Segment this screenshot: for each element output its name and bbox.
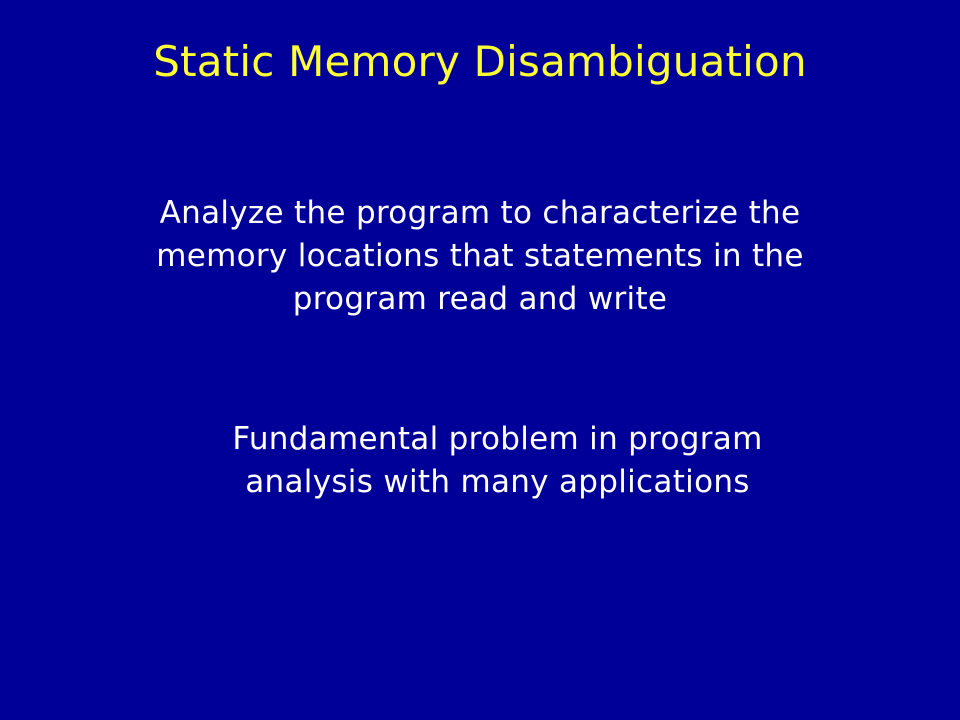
slide-paragraph-analyze: Analyze the program to characterize the memory locations that statements in the program read and write <box>156 195 804 317</box>
slide-paragraph-fundamental: Fundamental problem in program analysis with many applications <box>232 421 763 500</box>
slide-title: Static Memory Disambiguation <box>153 37 807 86</box>
